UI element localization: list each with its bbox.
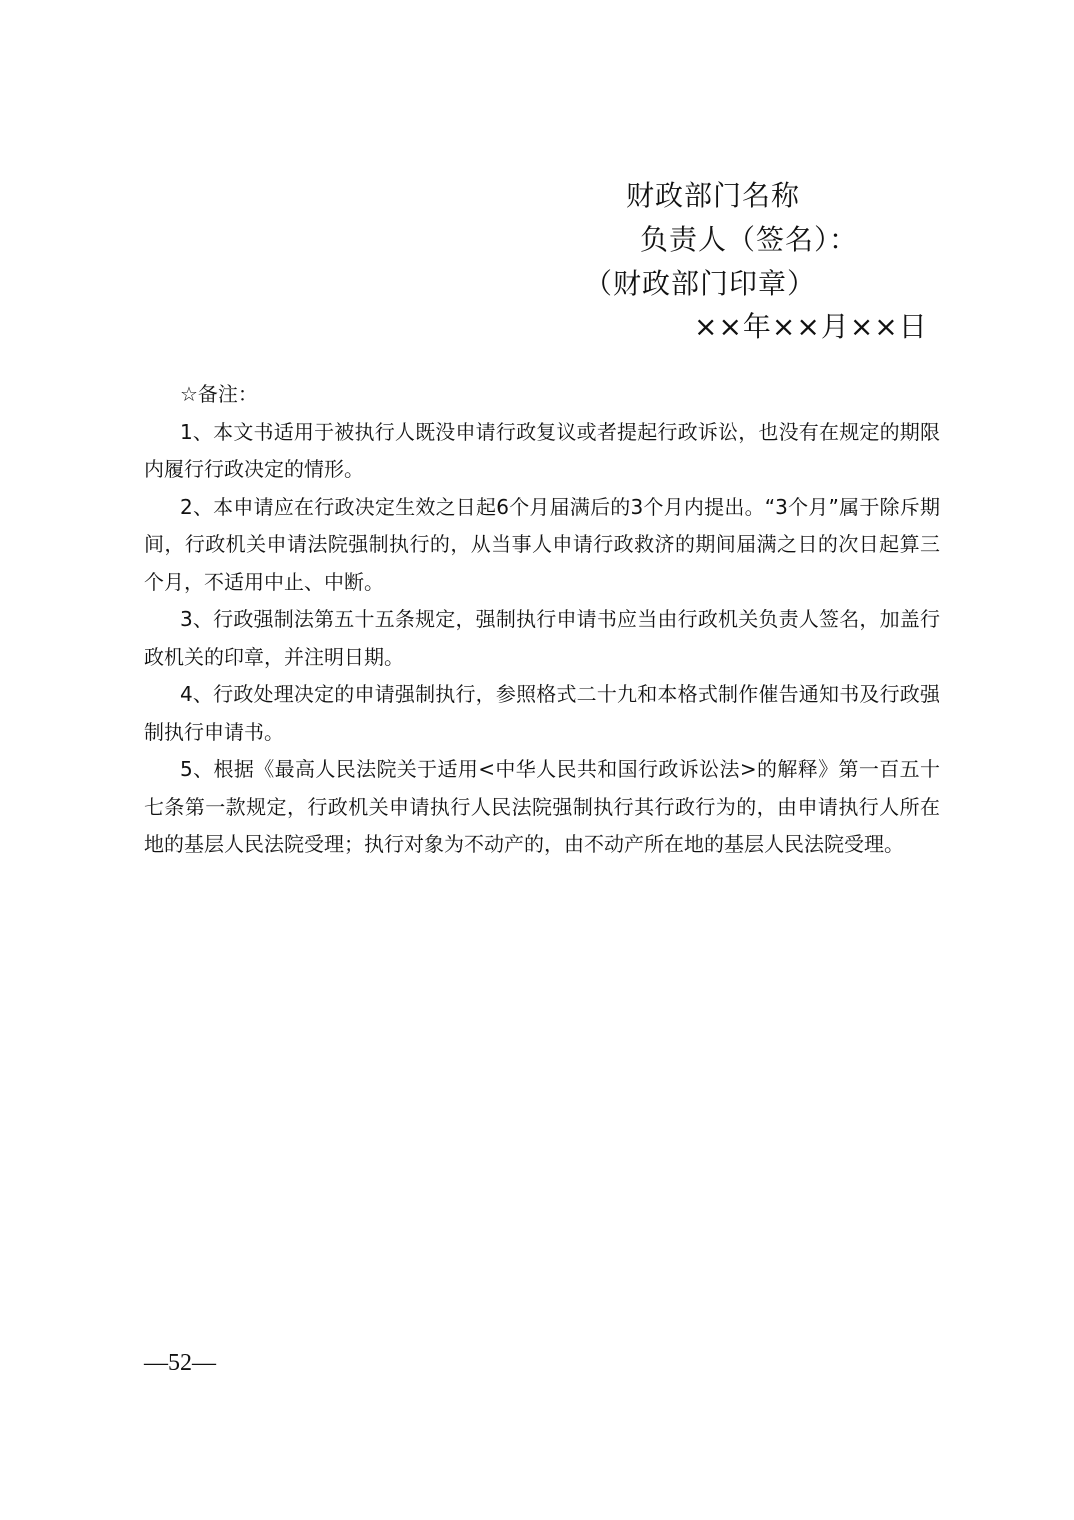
note-item-4: 4、行政处理决定的申请强制执行，参照格式二十九和本格式制作催告通知书及行政强制执行申请书。	[144, 682, 940, 744]
note-item-3: 3、行政强制法第五十五条规定，强制执行申请书应当由行政机关负责人签名，加盖行政机关的印章，并注明日期。	[144, 607, 940, 669]
note-item-1: 1、本文书适用于被执行人既没申请行政复议或者提起行政诉讼，也没有在规定的期限内履行行政决定的情形。	[144, 419, 940, 481]
responsible-person-signature: 负责人（签名）：	[640, 223, 859, 256]
notes-section	[144, 376, 940, 864]
note-item-2: 2、本申请应在行政决定生效之日起6个月届满后的3个月内提出。“3个月”属于除斥期间，行政机关申请法院强制执行的，从当事人申请行政救济的期间届满之日的次日起算三个月，不适用中止、中断。	[144, 494, 940, 594]
page-number: —52—	[144, 1350, 216, 1376]
notes-heading: ☆备注：	[180, 382, 258, 406]
note-item-5: 5、根据《最高人民法院关于适用<中华人民共和国行政诉讼法>的解释》第一百五十七条第一款规定，行政机关申请执行人民法院强制执行其行政行为的，由申请执行人所在地的基层人民法院受理；执行对象为不动产的，由不动产所在地的基层人民法院受理。	[144, 757, 940, 856]
signature-date: ××年××月××日	[694, 310, 928, 343]
department-name: 财政部门名称	[626, 179, 801, 212]
department-seal: （财政部门印章）	[584, 267, 817, 300]
